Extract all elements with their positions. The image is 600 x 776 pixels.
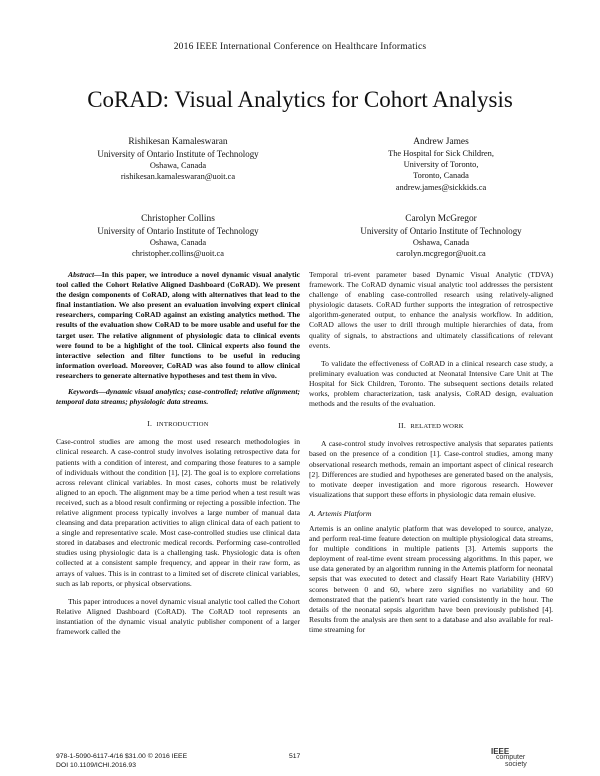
paragraph: To validate the effectiveness of CoRAD in a clinical research case study, a preliminary evaluation was conducted at Neonatal Intensive Care Unit at The Hospital for Sick Children, Toronto. The subsequent sections details related works, problem characterization, task analysis, CoRAD design, evaluation methods and the results of the evaluation. — [309, 358, 553, 409]
author-block — [321, 213, 561, 259]
footer-left — [56, 753, 187, 770]
author-email: christopher.collins@uoit.ca — [132, 249, 224, 259]
logo-text-society: society — [505, 761, 527, 768]
section-number: I. — [147, 419, 153, 429]
author-name: Carolyn McGregor — [405, 214, 477, 224]
author-location: Oshawa, Canada — [412, 238, 470, 247]
paragraph: This paper introduces a novel dynamic visual analytic tool called the Cohort Relative Aligned Dashboard (CoRAD). The CoRAD tool represents an instantiation of the dynamic visual analytic publisher component of a larger framework called the — [56, 596, 300, 636]
author-email: andrew.james@sickkids.ca — [395, 182, 487, 192]
section-heading — [56, 419, 300, 430]
isbn-line: 978-1-5090-6117-4/16 $31.00 © 2016 IEEE — [56, 753, 188, 760]
author-block — [58, 136, 298, 182]
paragraph: Artemis is an online analytic platform that was developed to source, analyze, and perform real-time feature detection on multiple physiological data streams, for multiple conditions in multiple patients [3]. Artemis supports the deployment of real-time event stream processing algorithms. In this paper, we use data generated by an algorithm running in the Artemis platform for neonatal sepsis that was executed to detect and classify Heart Rate Variability (HRV) scores between 0 and 60, where zero signifies no variability and 60 demonstrated that the patient's heart rate varied consistently in the hour. The details of the neonatal sepsis algorithm have been previously published [4]. Results from the analysis are then sent to a database and also available for real-time streaming for — [309, 523, 553, 634]
author-affiliation: University of Ontario Institute of Technology — [97, 226, 259, 236]
keywords: Keywords—dynamic visual analytics; case-controlled; relative alignment; temporal data streams; physiologic data streams. — [56, 387, 300, 407]
left-column — [56, 270, 300, 637]
author-block — [58, 213, 298, 259]
subsection-heading: A. Artemis Platform — [309, 508, 372, 518]
paragraph: A case-control study involves retrospective analysis that separates patients based on the presence of a condition [1]. Case-control studies, among many observational research methods, remain an important aspect of clinical research [2]. Differences are studied and hypotheses are generated based on the analysis, to motivate deeper investigation and more rigorous research. However visualizations that support these efforts in physiologic data remain elusive. — [309, 439, 553, 499]
conference-header: 2016 IEEE International Conference on Healthcare Informatics — [173, 42, 427, 52]
abstract-text: In this paper, we introduce a novel dynamic visual analytic tool called the Cohort Relative Aligned Dashboard (CoRAD). We present the design components of CoRAD, along with alternatives that lead to the final instantiation. We also present an evaluation involving expert clinical researchers, comparing CoRAD against an existing analytics method. The results of the evaluation show CoRAD to be more usable and useful for the target user. The relative alignment of physiologic data to clinical events were found to be a highlight of the tool. Clinical experts also found the interactive selection and filter functions to be useful in reducing information overload. Moreover, CoRAD was also found to allow clinical researchers to generate alternative hypotheses and test them in vivo. — [56, 270, 300, 380]
doi-line: DOI 10.1109/ICHI.2016.93 — [56, 761, 136, 769]
author-name: Rishikesan Kamaleswaran — [128, 137, 228, 147]
keywords-label: Keywords — [68, 387, 99, 397]
section-heading — [309, 421, 553, 432]
author-email: rishikesan.kamaleswaran@uoit.ca — [120, 172, 236, 182]
author-affiliation: University of Ontario Institute of Technology — [360, 226, 522, 236]
logo-mark: IEEE — [491, 747, 510, 756]
logo-text-computer: computer — [496, 754, 526, 761]
author-block — [321, 136, 561, 193]
author-name: Christopher Collins — [141, 214, 215, 224]
computer-society-logo — [491, 747, 563, 769]
paragraph: Case-control studies are among the most used research methodologies in clinical research. A case-control study involves isolating retrospective data for patients with a condition of interest, and comparing those features to a sample of individuals without the condition [1], [2]. The goal is to explore correlations across relevant clinical variables. In most cases, cohorts must be relatively aligned to an epoch. The alignment may be a time period when a test result was received, such as a blood result confirming or rejecting a possible infection. The relative alignment process typically involves a large number of manual data cleansing and data preparation activities to align clinical data of each patient to a single and representative scale. Most case-controlled studies use clinical data stored in databases and electronic medical records. Performing case-controlled studies using physiologic data is a challenging task. Physiologic data is often collected at a consistent sample frequency, and appear in their raw form, as arrays of values. This is in contrast to a limited set of discrete clinical variables, such as lab reports, or physical observations. — [56, 437, 300, 588]
page-number: 517 — [289, 753, 301, 760]
author-location: Toronto, Canada — [413, 171, 469, 181]
keywords-text: dynamic visual analytics; case-controlled; relative alignment; temporal data streams; physiologic data streams. — [56, 387, 300, 407]
author-university: University of Toronto, — [403, 160, 479, 170]
abstract-label: Abstract — [68, 270, 95, 279]
paragraph: Temporal tri-event parameter based Dynamic Visual Analytic (TDVA) framework. The CoRAD dynamic visual analytic tool addresses the persistent challenge of enabling case-controlled research using relatively-aligned physiologic datasets. CoRAD further supports the integration of retrospective algorithm-generated output, to enhance the analysis workflow. In addition, CoRAD allows the user to drill through multiple hierarchies of data, from quality of signals, to abstractions and ultimately classifications of relevant events. — [309, 270, 553, 350]
author-affiliation: University of Ontario Institute of Technology — [97, 149, 259, 159]
section-number: II. — [398, 421, 407, 431]
section-title: RELATED WORK — [410, 423, 464, 431]
author-name: Andrew James — [413, 137, 469, 147]
section-title: INTRODUCTION — [156, 421, 209, 429]
author-email: carolyn.mcgregor@uoit.ca — [396, 249, 486, 259]
paper-title: CoRAD: Visual Analytics for Cohort Analysis — [87, 87, 513, 112]
right-column — [309, 270, 553, 635]
author-affiliation: The Hospital for Sick Children, — [388, 149, 494, 158]
author-location: Oshawa, Canada — [149, 161, 207, 170]
author-location: Oshawa, Canada — [149, 238, 207, 247]
abstract: Abstract—In this paper, we introduce a novel dynamic visual analytic tool called the Cohort Relative Aligned Dashboard (CoRAD). We present the design components of CoRAD, along with alternatives that lead to the final instantiation. We also present an evaluation involving expert clinical researchers, comparing CoRAD against an existing analytics method. The results of the evaluation show CoRAD to be more usable and useful for the target user. The relative alignment of physiologic data to clinical events were found to be a highlight of the tool. Clinical experts also found the interactive selection and filter functions to be useful in reducing information overload. Moreover, CoRAD was also found to allow clinical researchers to generate alternative hypotheses and test them in vivo. — [56, 270, 300, 380]
